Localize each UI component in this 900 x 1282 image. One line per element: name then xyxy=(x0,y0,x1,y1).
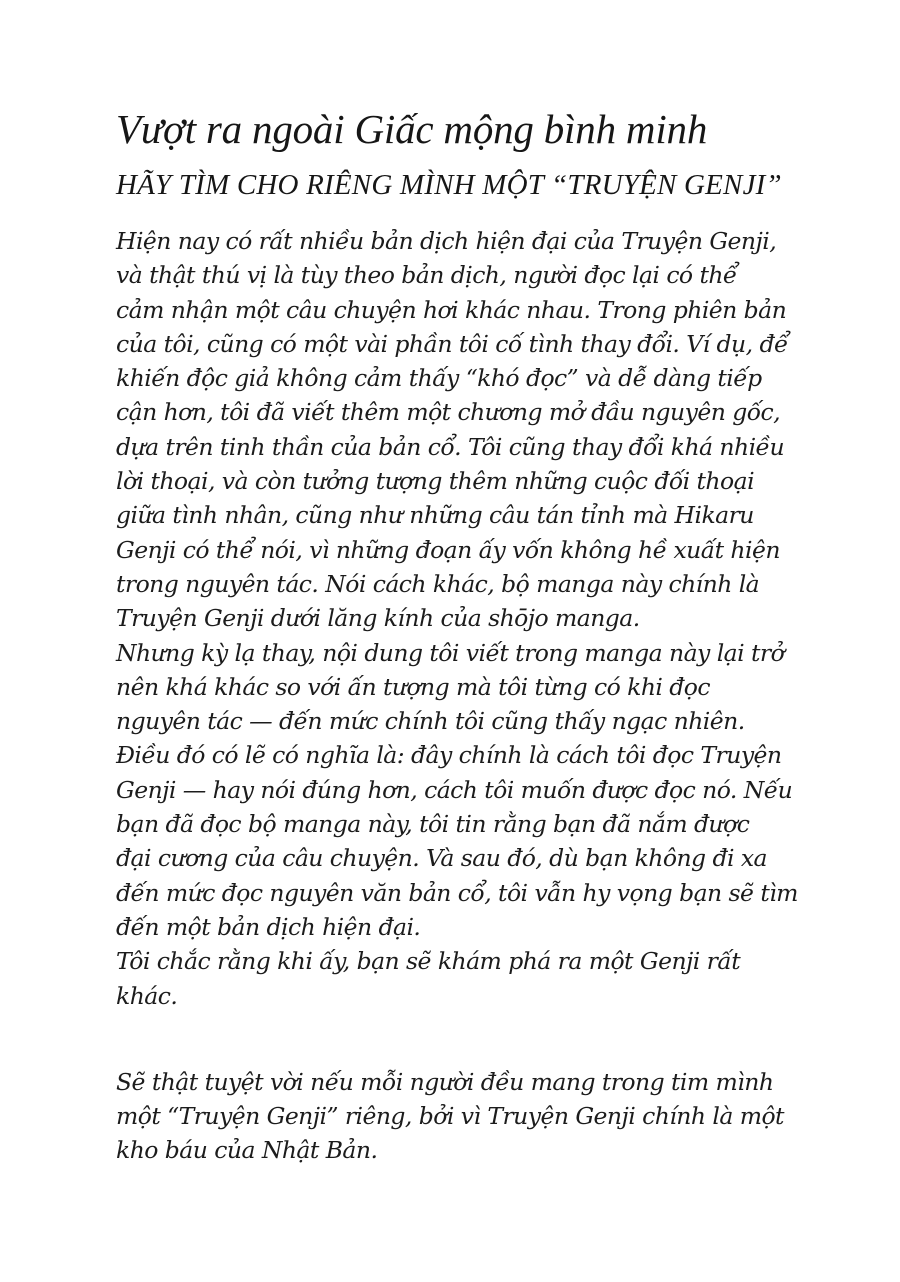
closing-line: Sẽ thật tuyệt vời nếu mỗi người đều mang trong tim mình xyxy=(116,1067,774,1096)
body-line: nên khá khác so với ấn tượng mà tôi từng có khi đọc xyxy=(116,672,711,701)
body-line: Hiện nay có rất nhiều bản dịch hiện đại của Truyện Genji, xyxy=(116,227,777,255)
body-line: bạn đã đọc bộ manga này, tôi tin rằng bạn đã nắm được xyxy=(116,810,750,839)
closing-line: kho báu của Nhật Bản. xyxy=(116,1136,378,1165)
body-line: Điều đó có lẽ có nghĩa là: đây chính là cách tôi đọc Truyện xyxy=(116,741,782,770)
body-text xyxy=(116,224,836,1168)
body-line: dựa trên tinh thần của bản cổ. Tôi cũng thay đổi khá nhiều xyxy=(116,432,785,461)
body-line: Genji có thể nói, vì những đoạn ấy vốn không hề xuất hiện xyxy=(116,535,780,564)
body-line: và thật thú vị là tùy theo bản dịch, người đọc lại có thể xyxy=(116,261,737,290)
body-line: đến mức đọc nguyên văn bản cổ, tôi vẫn hy vọng bạn sẽ tìm xyxy=(116,878,798,907)
body-line: đại cương của câu chuyện. Và sau đó, dù bạn không đi xa xyxy=(116,844,767,873)
body-line: của tôi, cũng có một vài phần tôi cố tình thay đổi. Ví dụ, để xyxy=(116,329,788,358)
body-line: khác. xyxy=(116,981,178,1010)
body-line: cận hơn, tôi đã viết thêm một chương mở đầu nguyên gốc, xyxy=(116,398,781,427)
body-line: nguyên tác — đến mức chính tôi cũng thấy ngạc nhiên. xyxy=(116,707,745,736)
body-line: lời thoại, và còn tưởng tượng thêm những cuộc đối thoại xyxy=(116,467,755,496)
body-line: Truyện Genji dưới lăng kính của shōjo manga. xyxy=(116,604,640,633)
closing-line: một “Truyện Genji” riêng, bởi vì Truyện Genji chính là một xyxy=(116,1102,784,1131)
body-line: trong nguyên tác. Nói cách khác, bộ manga này chính là xyxy=(116,569,760,598)
paragraph-gap xyxy=(116,1013,836,1065)
page-title: Vượt ra ngoài Giấc mộng bình minh xyxy=(116,106,708,152)
page-subtitle: HÃY TÌM CHO RIÊNG MÌNH MỘT “TRUYỆN GENJI” xyxy=(116,169,782,201)
body-line: Genji — hay nói đúng hơn, cách tôi muốn được đọc nó. Nếu xyxy=(116,775,793,804)
body-line: Nhưng kỳ lạ thay, nội dung tôi viết trong manga này lại trở xyxy=(116,638,785,667)
body-line: khiến độc giả không cảm thấy “khó đọc” và dễ dàng tiếp xyxy=(116,364,762,393)
body-line: đến một bản dịch hiện đại. xyxy=(116,912,421,941)
body-line: Tôi chắc rằng khi ấy, bạn sẽ khám phá ra một Genji rất xyxy=(116,947,741,976)
body-line: cảm nhận một câu chuyện hơi khác nhau. Trong phiên bản xyxy=(116,295,787,324)
body-line: giữa tình nhân, cũng như những câu tán tỉnh mà Hikaru xyxy=(116,501,754,530)
